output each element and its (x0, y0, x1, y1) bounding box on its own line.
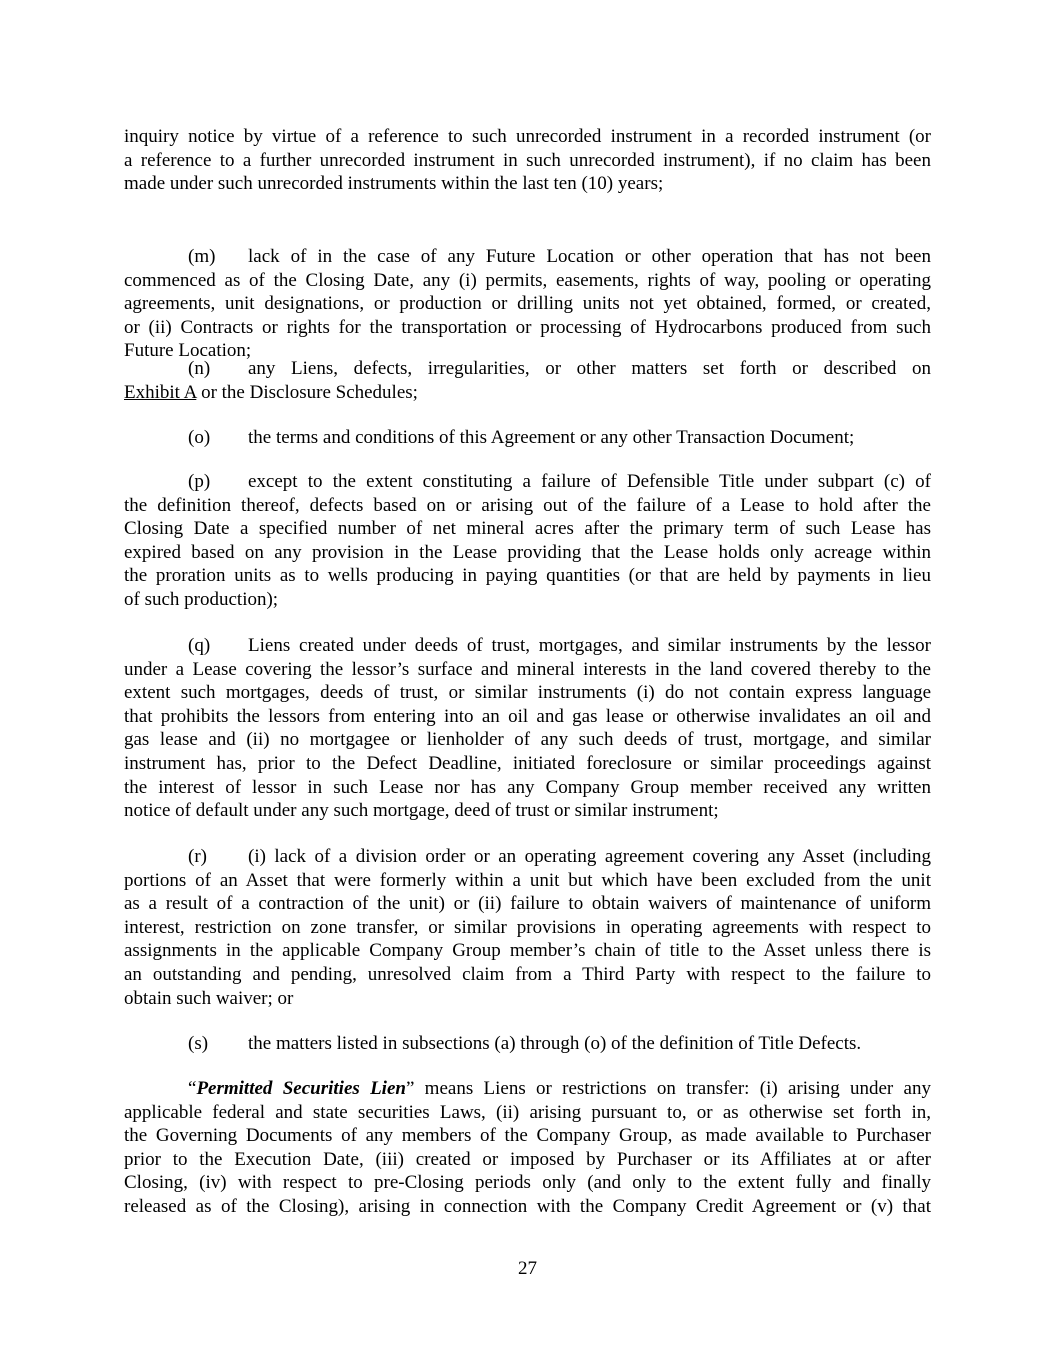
text-line: made under such unrecorded instruments within the last ten (10) years; (124, 173, 664, 195)
text-line: commenced as of the Closing Date, any (i) permits, easements, rights of way, pooling or operating (124, 269, 931, 291)
text-line: Future Location; (124, 340, 252, 362)
text-line: applicable federal and state securities Laws, (ii) arising pursuant to, or as otherwise set forth in, (124, 1101, 931, 1123)
text-line: of such production); (124, 588, 279, 610)
line-text: the terms and conditions of this Agreement or any other Transaction Document; (248, 427, 855, 448)
paragraph-definition (124, 1077, 931, 1219)
text-line: prior to the Execution Date, (iii) created or imposed by Purchaser or its Affiliates at or after (124, 1148, 931, 1170)
line-text: Liens created under deeds of trust, mortgages, and similar instruments by the lessor (248, 635, 931, 656)
paragraph-n (124, 357, 931, 404)
text-line: Closing, (iv) with respect to pre-Closing periods only (and only to the extent fully and finally (124, 1172, 931, 1194)
line-text: (i) lack of a division order or an operating agreement covering any Asset (including (248, 846, 931, 867)
line-text: ” means Liens or restrictions on transfer: (i) arising under any (405, 1078, 931, 1099)
paragraph-intro (124, 125, 931, 196)
paragraph-s (124, 1032, 931, 1056)
text-line: assignments in the applicable Company Group member’s chain of title to the Asset unless there is (124, 940, 931, 962)
text-line: Closing Date a specified number of net mineral acres after the primary term of such Lease has (124, 518, 931, 540)
list-marker: (o) (188, 427, 211, 448)
text-line: expired based on any provision in the Lease providing that the Lease holds only acreage within (124, 541, 931, 563)
paragraph-q (124, 634, 931, 823)
text-line: gas lease and (ii) no mortgagee or lienholder of any such deeds of trust, mortgage, and similar (124, 729, 931, 751)
text-line: extent such mortgages, deeds of trust, or similar instruments (i) do not contain express language (124, 682, 931, 704)
text-line (124, 634, 931, 658)
line-text: except to the extent constituting a failure of Defensible Title under subpart (c) of (248, 471, 931, 492)
text-line: or (ii) Contracts or rights for the transportation or processing of Hydrocarbons produced from such (124, 316, 931, 338)
line-text: lack of in the case of any Future Location or other operation that has not been (248, 246, 931, 267)
paragraph-p (124, 470, 931, 612)
text-line (124, 845, 931, 869)
text-line: an outstanding and pending, unresolved claim from a Third Party with respect to the failure to (124, 963, 931, 985)
list-marker: (s) (188, 1033, 209, 1054)
text-line: the interest of lessor in such Lease nor has any Company Group member received any written (124, 776, 931, 798)
list-marker: (m) (188, 246, 216, 267)
text-line: agreements, unit designations, or production or drilling units not yet obtained, formed, or created, (124, 293, 931, 315)
exhibit-a-reference: Exhibit A (124, 381, 197, 403)
text-line: instrument has, prior to the Defect Deadline, initiated foreclosure or similar proceedings against (124, 752, 931, 774)
text-line: interest, restriction on zone transfer, or similar provisions in operating agreements with respect to (124, 916, 931, 938)
list-marker: (n) (188, 358, 211, 379)
text-line: the definition thereof, defects based on or arising out of the failure of a Lease to hold after the (124, 494, 931, 516)
text-line (124, 357, 931, 381)
list-marker: (q) (188, 635, 211, 656)
line-text: the matters listed in subsections (a) through (o) of the definition of Title Defects. (248, 1033, 862, 1054)
text-line: released as of the Closing), arising in connection with the Company Credit Agreement or (v) that (124, 1195, 931, 1217)
text-line: inquiry notice by virtue of a reference to such unrecorded instrument in a recorded instrument (or (124, 126, 931, 147)
paragraph-o (124, 426, 931, 450)
text-line (124, 1032, 931, 1056)
text-line: notice of default under any such mortgage, deed of trust or similar instrument; (124, 800, 719, 822)
text-line: under a Lease covering the lessor’s surface and mineral interests in the land covered thereby to the (124, 658, 931, 680)
text-line (124, 1077, 931, 1101)
paragraph-m (124, 245, 931, 363)
text-line: as a result of a contraction of the unit) or (ii) failure to obtain waivers of maintenance of uniform (124, 893, 931, 915)
line-text: or the Disclosure Schedules; (196, 381, 418, 403)
page-number: 27 (518, 1258, 537, 1279)
list-marker: (p) (188, 471, 211, 492)
text-line: the proration units as to wells producing in paying quantities (or that are held by payments in lieu (124, 565, 931, 587)
text-line (124, 245, 931, 269)
text-line: obtain such waiver; or (124, 987, 294, 1009)
text-line: that prohibits the lessors from entering into an oil and gas lease or otherwise invalidates an oil and (124, 705, 931, 727)
text-line: the Governing Documents of any members of the Company Group, as made available to Purchaser (124, 1125, 931, 1147)
open-quote: “ (188, 1078, 197, 1099)
text-line (124, 426, 931, 450)
list-marker: (r) (188, 846, 207, 867)
text-line: a reference to a further unrecorded instrument in such unrecorded instrument), if no claim has been (124, 149, 931, 171)
text-line: portions of an Asset that were formerly within a unit but which have been excluded from the unit (124, 869, 931, 891)
line-text: any Liens, defects, irregularities, or other matters set forth or described on (248, 358, 931, 379)
paragraph-r (124, 845, 931, 1010)
text-line (124, 470, 931, 494)
defined-term: Permitted Securities Lien (196, 1078, 406, 1099)
text-line (124, 381, 931, 405)
